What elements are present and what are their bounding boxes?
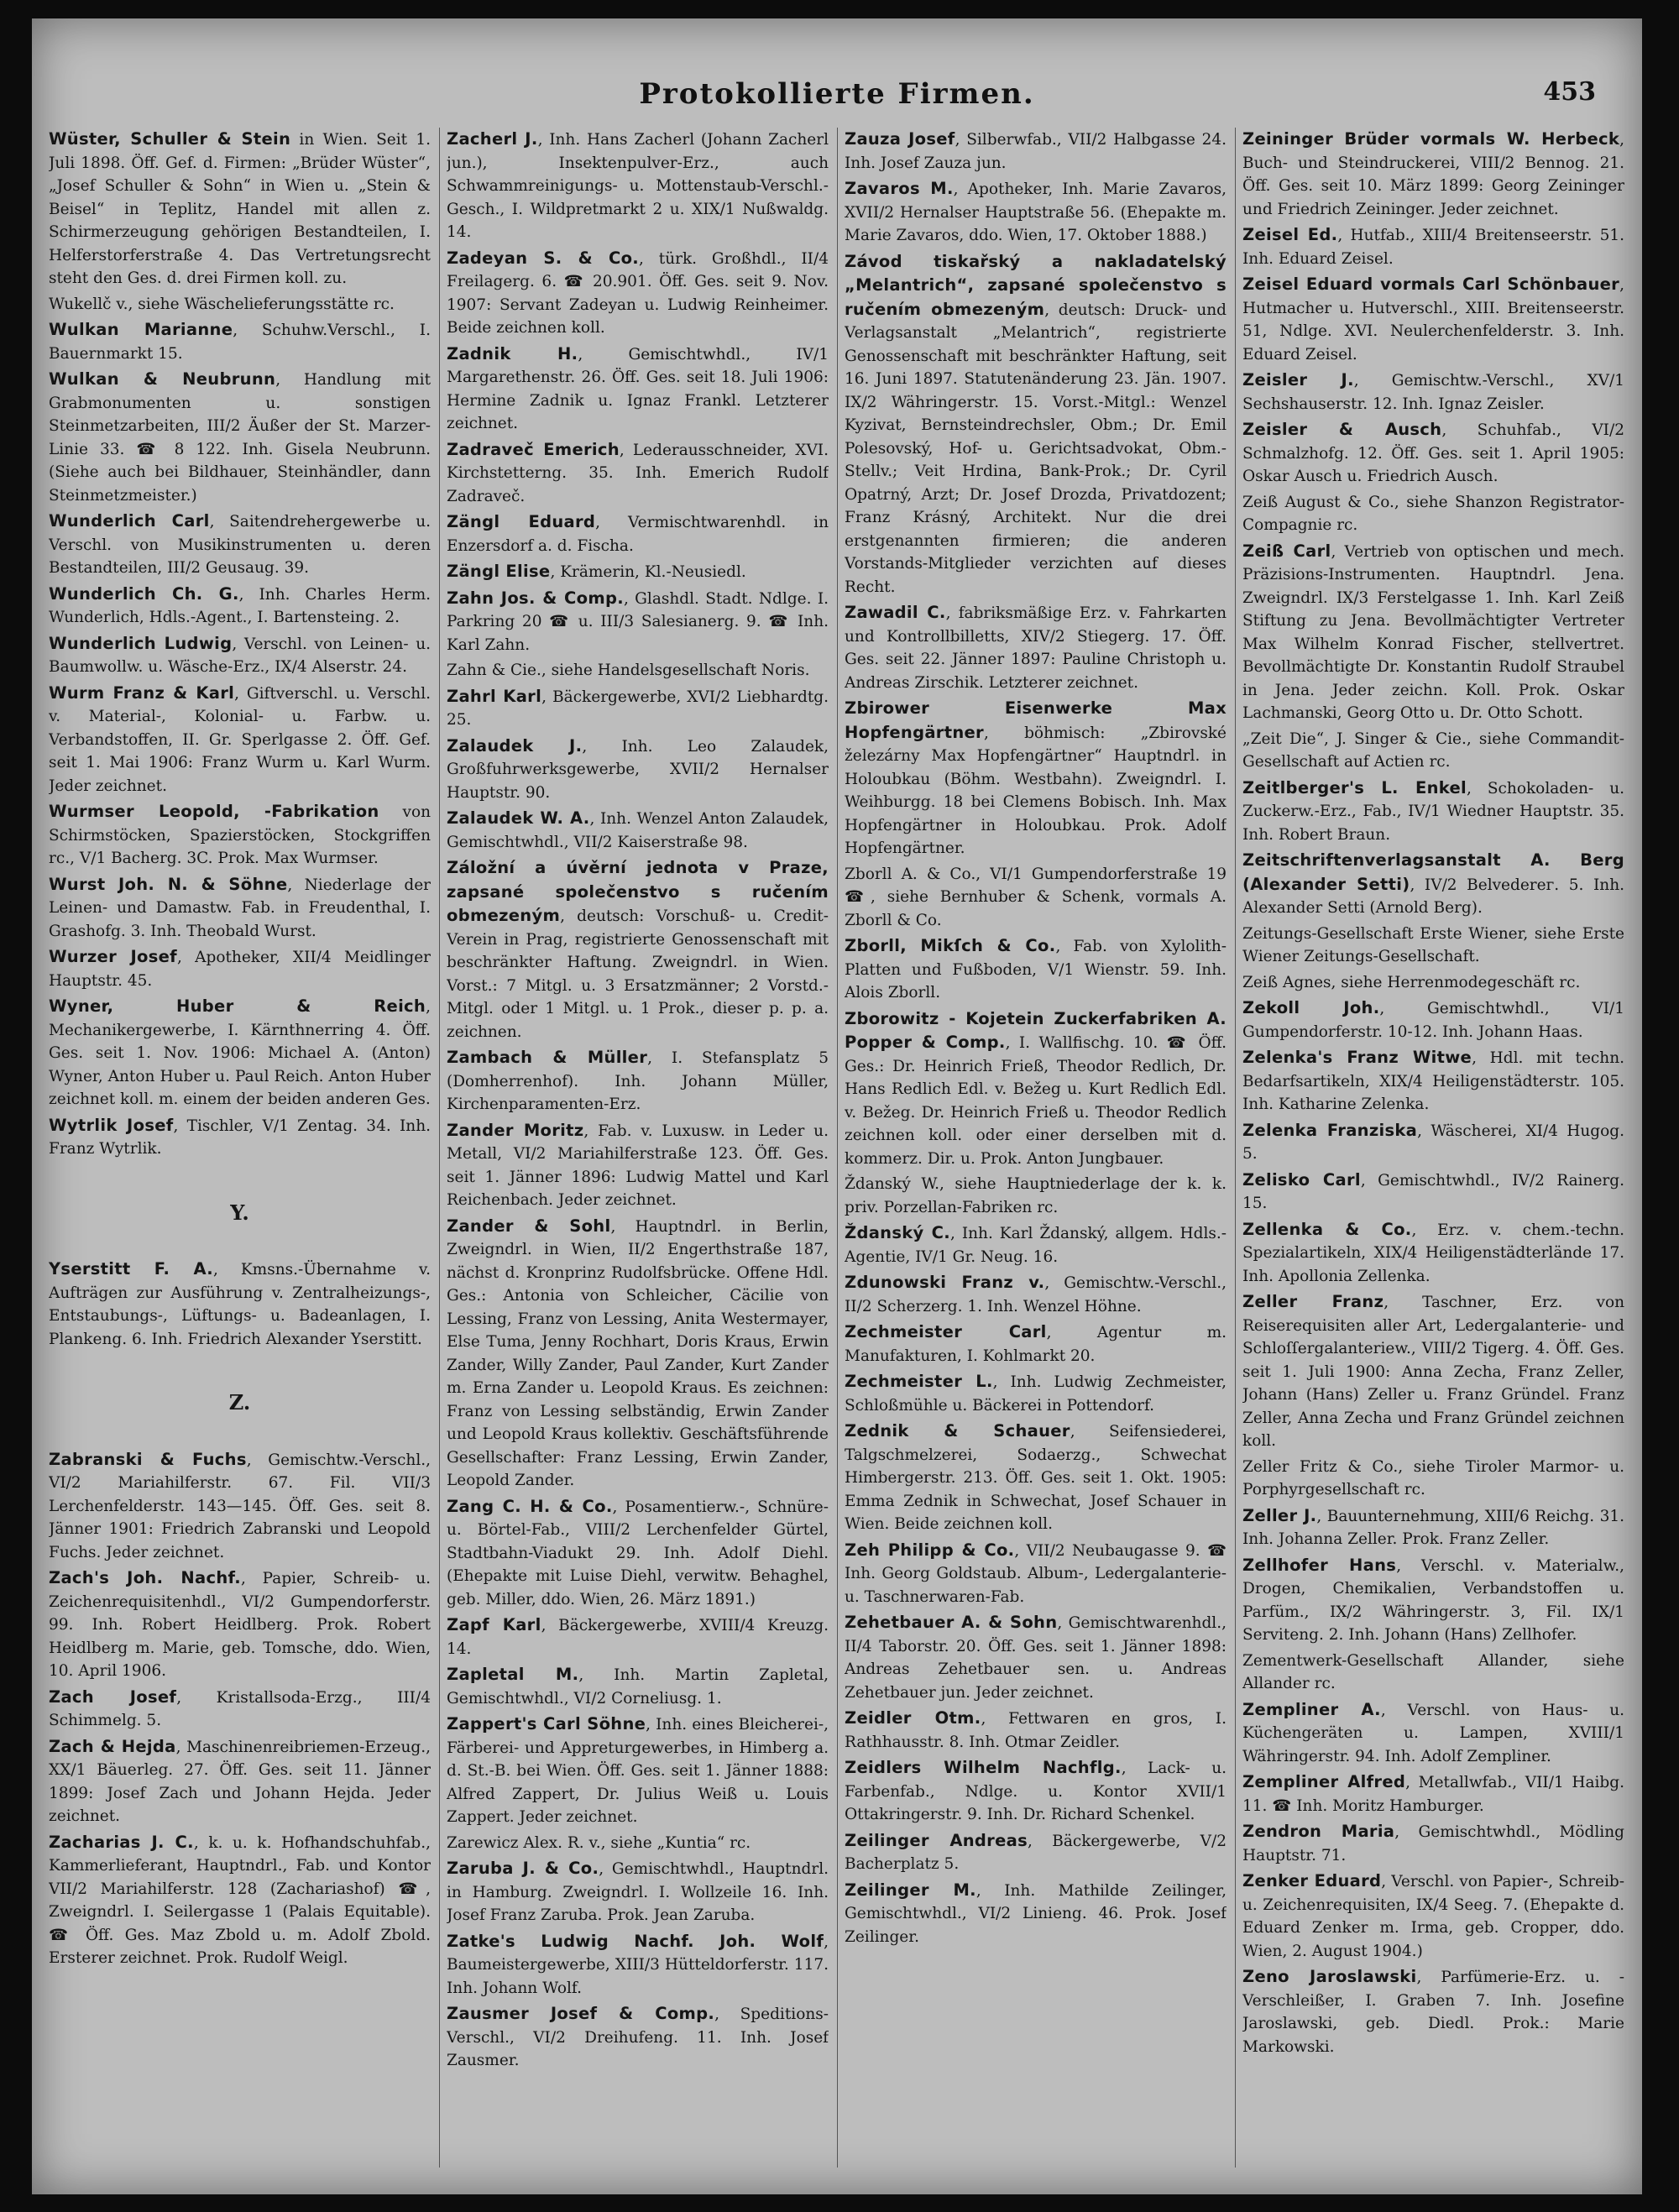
entry-details: , Verschl. von Haus- u. Küchengeräten u. Lampen, XVIII/1 Währingerstr. 94. Inh. Adolf Zempliner. bbox=[1242, 1701, 1624, 1765]
entry-details: , deutsch: Vorschuß- u. Credit-Verein in Prag, registrierte Genossenschaft mit beschränkter Haftung. Zweigndrl. in Wien. Vorst.: 7 Mitgl. u. 3 Ersatzmänner; 2 Vorstd.-Mitgl. oder 1 Mitgl. u. 1 Prok., dieser p. p. a. zeichnen. bbox=[447, 907, 829, 1041]
entry-details: Ždanský W., siehe Hauptniederlage der k. k. priv. Porzellan-Fabriken rc. bbox=[845, 1175, 1227, 1216]
section-letter: Y. bbox=[230, 1200, 249, 1225]
entry-details: , Hutmacher u. Hutverschl., XIII. Breitenseerstr. 51, Ndlge. XVI. Neulerchenfelderstr. 3. Inh. Eduard Zeisel. bbox=[1242, 276, 1624, 363]
firm-name: Wurm Franz & Karl bbox=[49, 682, 235, 703]
firm-name: Wunderlich Ludwig bbox=[49, 633, 233, 653]
directory-entry bbox=[845, 250, 1227, 599]
entry-details: , IV/2 Belvederег. 5. Inh. Alexander Setti (Arnold Berg). bbox=[1242, 876, 1624, 917]
directory-entry bbox=[447, 438, 829, 509]
column-divider bbox=[837, 128, 838, 2168]
directory-entry bbox=[1242, 223, 1624, 270]
directory-entry bbox=[845, 1611, 1227, 1704]
firm-name: Zach's Joh. Nachf. bbox=[49, 1568, 241, 1587]
entry-details: , Gemischtw.-Verschl., XV/1 Sechshauserstr. 12. Inh. Ignaz Zeisler. bbox=[1242, 372, 1624, 413]
entry-details: , Schuhfab., VI/2 Schmalzhofg. 12. Öff. Ges. seit 1. April 1905: Oskar Ausch u. Friedrich Ausch. bbox=[1242, 421, 1624, 485]
directory-entry bbox=[845, 934, 1227, 1005]
firm-name: Záložní a úvěrní jednota v Praze, zapsané společenstvo s ručením obmezeným bbox=[447, 858, 829, 925]
firm-name: Wurzer Josef bbox=[49, 947, 177, 966]
firm-name: Zeisler J. bbox=[1242, 370, 1354, 390]
firm-name: Zeininger Brüder vormals W. Herbeck bbox=[1242, 129, 1620, 149]
firm-name: Zander & Sohl bbox=[447, 1216, 611, 1236]
firm-name: Zausmer Josef & Comp. bbox=[447, 2004, 715, 2023]
directory-entry bbox=[49, 995, 431, 1111]
directory-entry bbox=[447, 856, 829, 1043]
firm-name: Zabranski & Fuchs bbox=[49, 1449, 247, 1469]
firm-name: Zappert's Carl Söhne bbox=[447, 1714, 646, 1734]
entry-details: , Inh. Ludwig Zechmeister, Schloßmühle u. Bäckerei in Pottendorf. bbox=[845, 1373, 1227, 1415]
entry-details: , Metallwfab., VII/1 Haibg. 11. ☎ Inh. Moritz Hamburger. bbox=[1242, 1774, 1624, 1815]
directory-entry bbox=[1242, 418, 1624, 489]
firm-name: Zeisel Ed. bbox=[1242, 225, 1338, 244]
page-number: 453 bbox=[1543, 77, 1596, 107]
firm-name: Zeidlers Wilhelm Nachflg. bbox=[845, 1758, 1122, 1777]
directory-entry bbox=[447, 735, 829, 805]
directory-entry bbox=[1242, 1820, 1624, 1867]
entry-details: , Vertrieb von optischen und mech. Präzisions-Instrumenten. Hauptndrl. Jena. Zweigndrl. IX/3 Ferstelgasse 1. Inh. Karl Zeiß Stiftung zu Jena. Bevollmächtigter Vertreter Max Wilhelm Konrad Fischer, stellvertret. Bevollmächtigte Dr. Konstantin Rudolf Straubel in Jena. Jeder zeichn. Koll. Prok. Oskar Lachmanski, Georg Otto u. Dr. Otto Schott. bbox=[1242, 542, 1624, 722]
firm-name: Zeiß Carl bbox=[1242, 541, 1331, 561]
entry-details: , Gemischtwhdl., Mödling Hauptstr. 71. bbox=[1242, 1823, 1624, 1864]
entry-details: , Kristallsoda-Erzg., III/4 Schimmelg. 5. bbox=[49, 1688, 431, 1729]
entry-details: , Wäscherei, XI/4 Hugog. 5. bbox=[1242, 1122, 1624, 1163]
directory-entry bbox=[447, 587, 829, 657]
entry-details: , k. u. k. Hofhandschuhfab., Kammerlieferant, Hauptndrl., Fab. und Kontor VII/2 Mariahilferstr. 128 (Zachariashof) ☎, Zweigndrl. I. Seilergasse 1 (Palais Equitable). ☎ Öff. Ges. Maz Zbold u. m. Adolf Zbold. Ersterer zeichnet. Prok. Rudolf Weigl. bbox=[49, 1833, 431, 1967]
directory-entry bbox=[49, 583, 431, 630]
firm-name: Zauza Josef bbox=[845, 129, 955, 149]
firm-name: Zenker Eduard bbox=[1242, 1871, 1382, 1890]
directory-entry bbox=[1242, 540, 1624, 725]
firm-name: Zeitlberger's L. Enkel bbox=[1242, 777, 1467, 797]
entry-details: , Gemischtwhdl., IV/1 Margarethenstr. 26. Öff. Ges. seit 18. Juli 1906: Hermine Zadnik u. Ignaz Frankl. Letzterer zeichnet. bbox=[447, 345, 829, 432]
firm-name: Zednik & Schauer bbox=[845, 1421, 1070, 1441]
firm-name: Wyner, Huber & Reich bbox=[49, 996, 426, 1016]
entry-details: Zborll A. & Co., VI/1 Gumpendorferstraße 19 ☎, siehe Bernhuber & Schenk, vormals A. Zborll & Co. bbox=[845, 865, 1227, 929]
directory-entry bbox=[1242, 1554, 1624, 1647]
firm-name: Zavaros M. bbox=[845, 179, 954, 198]
firm-name: Zawadil C. bbox=[845, 603, 946, 622]
entry-details: , Lederausschneider, XVI. Kirchstetterng. 35. Inh. Emerich Rudolf Zadraveč. bbox=[447, 441, 829, 505]
column-4 bbox=[1242, 128, 1624, 2176]
directory-entry bbox=[447, 1832, 829, 1855]
entry-details: , Papier, Schreib- u. Zeichenrequisitenhdl., VI/2 Gumpendorferstr. 99. Inh. Robert Heidlberg. Prok. Robert Heidlberg m. Marie, geb. Tomsche, ddo. Wien, 10. April 1906. bbox=[49, 1570, 431, 1680]
entry-details: , Seifensiederei, Talgschmelzerei, Sodaerzg., Schwechat Himbergerstr. 213. Öff. Ges. seit 1. Okt. 1905: Emma Zednik in Schwechat, Josef Schauer in Wien. Beide zeichnen koll. bbox=[845, 1423, 1227, 1533]
entry-details: , Inh. Karl Ždanský, allgem. Hdls.-Agentie, IV/1 Gr. Neug. 16. bbox=[845, 1225, 1227, 1266]
directory-entry bbox=[447, 1495, 829, 1612]
directory-entry bbox=[447, 1215, 829, 1493]
entry-details: Zarewicz Alex. R. v., siehe „Kuntia“ rc. bbox=[447, 1833, 751, 1852]
firm-name: Zelenka Franziska bbox=[1242, 1120, 1418, 1140]
firm-name: Zellhofer Hans bbox=[1242, 1555, 1397, 1575]
directory-entry bbox=[49, 1114, 431, 1161]
directory-entry bbox=[845, 1007, 1227, 1171]
entry-details: Zeller Fritz & Co., siehe Tiroler Marmor- u. Porphyrgesellschaft rc. bbox=[1242, 1457, 1624, 1498]
directory-entry bbox=[845, 1320, 1227, 1367]
firm-name: Zbirower Eisenwerke Max Hopfengärtner bbox=[845, 698, 1227, 742]
firm-name: Zatke's Ludwig Nachf. Joh. Wolf bbox=[447, 1931, 824, 1951]
firm-name: Zempliner Alfred bbox=[1242, 1772, 1406, 1791]
entry-details: , böhmisch: „Zbirovské železárny Max Hopfengärtner“ Hauptndrl. in Holoubkau (Böhm. Westbahn). Zweigndrl. I. Weihburgg. 18 bei Clemens Bobisch. Inh. Max Hopfengärtner in Holoubkau. Prok. Adolf Hopfengärtner. bbox=[845, 724, 1227, 857]
firm-name: Zeisler & Ausch bbox=[1242, 420, 1442, 439]
directory-entry bbox=[49, 945, 431, 992]
firm-name: Zelisko Carl bbox=[1242, 1169, 1361, 1190]
entry-details: , türk. Großhdl., II/4 Freilagerg. 6. ☎ 20.901. Öff. Ges. seit 9. Nov. 1907: Servant Zadeyan u. Ludwig Reinheimer. Beide zeichnen koll. bbox=[447, 249, 829, 337]
entry-details: , Inh. Wenzel Anton Zalaudek, Gemischtwhdl., VII/2 Kaiserstraße 98. bbox=[447, 810, 829, 851]
directory-entry bbox=[845, 1271, 1227, 1318]
entry-details: , Erz. v. chem.-techn. Spezialartikeln, XIX/4 Heiligenstädterlände 17. Inh. Apollonia Zellenka. bbox=[1242, 1221, 1624, 1285]
firm-name: Zapletal M. bbox=[447, 1665, 579, 1684]
directory-entry bbox=[447, 560, 829, 584]
entry-details: Zahn & Cie., siehe Handelsgesellschaft Noris. bbox=[447, 662, 810, 679]
directory-entry bbox=[845, 1756, 1227, 1827]
entry-details: , Fab. v. Luxusw. in Leder u. Metall, VI/2 Mariahilferstraße 123. Öff. Ges. seit 1. Jänner 1896: Ludwig Mattel und Karl Reichenbach. Jeder zeichnet. bbox=[447, 1122, 829, 1209]
directory-entry bbox=[1242, 996, 1624, 1043]
directory-entry bbox=[1242, 491, 1624, 537]
directory-entry bbox=[1242, 1698, 1624, 1769]
entry-details: , Maschinenreibriemen-Erzeug., XX/1 Bäuerleg. 27. Öff. Ges. seit 11. Jänner 1899: Josef Zach und Johann Hejda. Jeder zeichnet. bbox=[49, 1738, 431, 1825]
entry-details: Zeiß Agnes, siehe Herrenmodegeschäft rc. bbox=[1242, 973, 1581, 991]
directory-entry bbox=[1242, 923, 1624, 969]
directory-entry bbox=[447, 1930, 829, 2000]
firm-name: Zach Josef bbox=[49, 1686, 177, 1707]
firm-name: Zadeyan S. & Co. bbox=[447, 248, 639, 268]
firm-name: Wytrlik Josef bbox=[49, 1115, 174, 1135]
entry-details: , Hdl. mit techn. Bedarfsartikeln, XIX/4 Heiligenstädterstr. 105. Inh. Katharine Zelenka. bbox=[1242, 1049, 1624, 1113]
entry-details: , Gemischtw.-Verschl., II/2 Scherzerg. 1. Inh. Wenzel Höhne. bbox=[845, 1274, 1227, 1315]
entry-details: , Tischler, V/1 Zentag. 34. Inh. Franz Wytrlik. bbox=[49, 1116, 431, 1158]
firm-name: Zeilinger M. bbox=[845, 1880, 976, 1900]
directory-entry bbox=[447, 685, 829, 732]
firm-name: Zalaudek W. A. bbox=[447, 808, 590, 828]
directory-columns bbox=[49, 128, 1627, 2176]
directory-entry bbox=[845, 601, 1227, 694]
entry-details: Wukellč v., siehe Wäschelieferungsstätte rc. bbox=[49, 295, 395, 313]
document-page bbox=[32, 18, 1642, 2194]
entry-details: von Schirmstöcken, Spazierstöcken, Stockgriffen rc., V/1 Bacherg. 3C. Prok. Max Wurmser. bbox=[49, 803, 431, 867]
directory-entry bbox=[49, 1448, 431, 1565]
directory-entry bbox=[49, 1686, 431, 1733]
entry-details: Zeitungs-Gesellschaft Erste Wiener, siehe Erste Wiener Zeitungs-Gesellschaft. bbox=[1242, 924, 1624, 965]
directory-entry bbox=[1242, 1965, 1624, 2058]
firm-name: Wüster, Schuller & Stein bbox=[49, 129, 291, 149]
directory-entry bbox=[49, 128, 431, 290]
firm-name: Zeisel Eduard vormals Carl Schönbauer bbox=[1242, 275, 1620, 294]
entry-details: , Fettwaren en gros, I. Rathhausstr. 8. Inh. Otmar Zeidler. bbox=[845, 1710, 1227, 1751]
firm-name: Zechmeister Carl bbox=[845, 1322, 1047, 1341]
entry-details: , Hauptndrl. in Berlin, Zweigndrl. in Wien, II/2 Engerthstraße 187, nächst d. Kronprinz Rudolfsbrücke. Offene Hdl. Ges.: Antonia von Schleicher, Cäcilie von Lessing, Franz von Lessing, Anita Westermayer, Else Tuma, Jenny Rochhart, Doris Kraus, Erwin Zander, Willy Zander, Paul Zander, Kurt Zander m. Erna Zander u. Leopold Kraus. Es zeichnen: Franz von Lessing selbständig, Erwin Zander und Leopold Kraus kollektiv. Geschäftsführende Gesellschafter: Franz Lessing, Erwin Zander, Leopold Zander. bbox=[447, 1217, 829, 1489]
directory-entry bbox=[845, 863, 1227, 933]
entry-details: , fabriksmäßige Erz. v. Fahrkarten und Kontrollbilletts, XIV/2 Stiegerg. 17. Öff. Ges. seit 22. Jänner 1897: Pauline Christoph u. Andreas Zirschik. Letzterer zeichnet. bbox=[845, 604, 1227, 692]
entry-details: , Kmsns.-Übernahme v. Aufträgen zur Ausführung v. Zentralheizungs-, Entstaubungs-, Lüftungs- u. Badeanlagen, I. Plankeng. 6. Inh. Friedrich Alexander Yserstitt. bbox=[49, 1261, 431, 1348]
directory-entry bbox=[49, 318, 431, 365]
column-3 bbox=[845, 128, 1227, 2176]
entry-details: , Inh. eines Bleicherei-, Färberei- und Appreturgewerbes, in Himberg a. d. St.-B. bei Wien. Öff. Ges. seit 1. Jänner 1888: Alfred Zappert, Dr. Julius Weiß u. Louis Zappert. Jeder zeichnet. bbox=[447, 1716, 829, 1826]
directory-entry bbox=[447, 510, 829, 557]
entry-details: , Gemischtwhdl., Hauptndrl. in Hamburg. Zweigndrl. I. Wollzeile 16. Inh. Josef Franz Zaruba. Prok. Jean Zaruba. bbox=[447, 1860, 829, 1924]
directory-entry bbox=[49, 682, 431, 798]
directory-entry bbox=[1242, 1770, 1624, 1817]
firm-name: Zeidler Otm. bbox=[845, 1708, 981, 1728]
entry-details: , Schokoladen- u. Zuckerw.-Erz., Fab., IV/1 Wiedner Hauptstr. 35. Inh. Robert Braun. bbox=[1242, 779, 1624, 844]
entry-details: , Taschner, Erz. von Reiserequisiten aller Art, Ledergalanterie- und Schloſſergalanteriew., VIII/2 Tigerg. 4. Öff. Ges. seit 1. Juli 1900: Anna Zecha, Franz Zeller, Johann (Hans) Zeller u. Franz Gründel. Franz Zeller, Anna Zecha und Franz Gründel zeichnen koll. bbox=[1242, 1294, 1624, 1450]
directory-entry bbox=[49, 1258, 431, 1351]
entry-details: , Verschl. von Papier-, Schreib- u. Zeichenrequisiten, IX/4 Seeg. 7. (Ehepakte d. Eduard Zenker m. Irma, geb. Cropper, ddo. Wien, 2. August 1904.) bbox=[1242, 1873, 1624, 1960]
column-1 bbox=[49, 128, 431, 2176]
directory-entry bbox=[447, 1613, 829, 1660]
entry-details: , I. Wallfischg. 10. ☎ Öff. Ges.: Dr. Heinrich Frieß, Theodor Redlich, Dr. Hans Redlich Edl. v. Bežeg u. Kurt Redlich Edl. v. Bežeg. Dr. Heinrich Frieß u. Theodor Redlich zeichnen koll. oder einer derselben mit d. kommerz. Dir. u. Prok. Anton Jungbauer. bbox=[845, 1034, 1227, 1168]
firm-name: Zendron Maria bbox=[1242, 1822, 1395, 1841]
entry-details: , Mechanikergewerbe, I. Kärnthnerring 4. Öff. Ges. seit 1. Nov. 1906: Michael A. (Anton) Wyner, Anton Huber u. Paul Reich. Anton Huber zeichnet koll. m. einem der beiden anderen Ges. bbox=[49, 998, 431, 1108]
entry-details: , Bäckergewerbe, V/2 Bacherplatz 5. bbox=[845, 1832, 1227, 1873]
entry-details: , Silberwfab., VII/2 Halbgasse 24. Inh. Josef Zauza jun. bbox=[845, 131, 1227, 172]
directory-entry bbox=[845, 1539, 1227, 1609]
entry-details: , Apotheker, Inh. Marie Zavaros, XVII/2 Hernalser Hauptstraße 56. (Ehepakte m. Marie Zavaros, ddo. Wien, 17. Oktober 1888.) bbox=[845, 180, 1227, 244]
firm-name: Zach & Hejda bbox=[49, 1736, 176, 1756]
directory-entry bbox=[49, 800, 431, 871]
entry-details: , Krämerin, Kl.-Neusiedl. bbox=[550, 563, 746, 581]
firm-name: Zacherl J. bbox=[447, 129, 538, 149]
firm-name: Zechmeister L. bbox=[845, 1372, 993, 1391]
firm-name: Zadnik H. bbox=[447, 343, 578, 363]
entry-details: „Zeit Die“, J. Singer & Cie., siehe Commandit-Gesellschaft auf Actien rc. bbox=[1242, 729, 1624, 771]
directory-entry bbox=[1242, 849, 1624, 920]
firm-name: Závod tiskařský a nakladatelský „Melantrich“, zapsané společenstvo s ručením obmezeným bbox=[845, 251, 1227, 319]
directory-entry bbox=[447, 807, 829, 854]
directory-entry bbox=[1242, 1218, 1624, 1289]
entry-details: , Agentur m. Manufakturen, I. Kohlmarkt 20. bbox=[845, 1324, 1227, 1365]
entry-details: , Baumeistergewerbe, XIII/3 Hütteldorferstr. 117. Inh. Johann Wolf. bbox=[447, 1932, 829, 1997]
firm-name: Zeh Philipp & Co. bbox=[845, 1540, 1015, 1560]
firm-name: Zängl Elise bbox=[447, 562, 551, 581]
directory-entry bbox=[447, 2002, 829, 2073]
firm-name: Wurmser Leopold, -Fabrikation bbox=[49, 802, 379, 821]
firm-name: Zacharias J. C. bbox=[49, 1832, 194, 1852]
entry-details: , Glashdl. Stadt. Ndlge. I. Parkring 20 ☎ u. III/3 Salesianerg. 9. ☎ Inh. Karl Zahn. bbox=[447, 589, 829, 654]
firm-name: Zeller Franz bbox=[1242, 1292, 1384, 1311]
directory-entry bbox=[49, 510, 431, 580]
directory-entry bbox=[49, 1566, 431, 1683]
firm-name: Zehetbauer A. & Sohn bbox=[845, 1613, 1058, 1632]
entry-details: , Inh. Hans Zacherl (Johann Zacherl jun.), Insektenpulver-Erz., auch Schwammreinigungs- u. Mottenstaub-Verschl.-Gesch., I. Wildpretmarkt 2 u. XIX/1 Nußwaldg. 14. bbox=[447, 131, 829, 241]
directory-entry bbox=[447, 1663, 829, 1710]
entry-details: , Saitendrehergewerbe u. Verschl. von Musikinstrumenten u. deren Bestandteilen, III/2 Geusaug. 39. bbox=[49, 513, 431, 577]
directory-entry bbox=[1242, 971, 1624, 995]
firm-name: Wulkan & Neubrunn bbox=[49, 369, 276, 389]
directory-entry bbox=[1242, 728, 1624, 774]
directory-entry bbox=[1242, 1119, 1624, 1166]
page-header bbox=[32, 77, 1642, 128]
directory-entry bbox=[49, 632, 431, 679]
entry-details: , Posamentierw.-, Schnüre- u. Börtel-Fab., VIII/2 Lerchenfelder Gürtel, Stadtbahn-Viadukt 29. Inh. Adolf Diehl. (Ehepakte mit Luise Diehl, verwitw. Behaghel, geb. Miller, ddo. Wien, 26. März 1891.) bbox=[447, 1498, 829, 1608]
directory-entry bbox=[1242, 1290, 1624, 1453]
firm-name: Yserstitt F. A. bbox=[49, 1259, 213, 1279]
section-letter: Z. bbox=[228, 1390, 251, 1415]
firm-name: Zang C. H. & Co. bbox=[447, 1496, 613, 1516]
firm-name: Zahrl Karl bbox=[447, 686, 542, 706]
directory-entry bbox=[447, 343, 829, 436]
entry-details: , Bäckergewerbe, XVI/2 Liebhardtg. 25. bbox=[447, 688, 829, 729]
entry-details: , Gemischtwhdl., VI/1 Gumpendorferstr. 10-12. Inh. Johann Haas. bbox=[1242, 1000, 1624, 1041]
firm-name: Ždanský C. bbox=[845, 1223, 950, 1242]
firm-name: Zalaudek J. bbox=[447, 735, 583, 756]
directory-entry bbox=[447, 1046, 829, 1116]
directory-entry bbox=[1242, 777, 1624, 847]
directory-entry bbox=[1242, 1869, 1624, 1963]
directory-entry bbox=[49, 1831, 431, 1970]
entry-details: , VII/2 Neubaugasse 9. ☎ Inh. Georg Goldstaub. Album-, Ledergalanterie- u. Taschnerwaren-Fab. bbox=[845, 1541, 1227, 1606]
directory-entry bbox=[845, 1173, 1227, 1219]
directory-entry bbox=[1242, 1046, 1624, 1116]
firm-name: Zellenka & Co. bbox=[1242, 1219, 1412, 1239]
entry-details: , Verschl. von Leinen- u. Baumwollw. u. Wäsche-Erz., IX/4 Alserstr. 24. bbox=[49, 635, 431, 676]
directory-entry bbox=[447, 247, 829, 340]
entry-details: , Inh. Leo Zalaudek, Großfuhrwerksgewerbe, XVII/2 Hernalser Hauptstr. 90. bbox=[447, 737, 829, 802]
directory-entry bbox=[845, 1370, 1227, 1417]
directory-entry bbox=[845, 1420, 1227, 1536]
entry-details: , Speditions-Verschl., VI/2 Dreihufeng. 11. Inh. Josef Zausmer. bbox=[447, 2005, 829, 2069]
directory-entry bbox=[49, 873, 431, 944]
directory-entry bbox=[1242, 1169, 1624, 1216]
directory-entry bbox=[49, 1735, 431, 1828]
column-divider bbox=[1235, 128, 1236, 2168]
entry-details: , Inh. Charles Herm. Wunderlich, Hdls.-Agent., I. Bartensteing. 2. bbox=[49, 585, 431, 626]
firm-name: Wunderlich Carl bbox=[49, 511, 210, 531]
firm-name: Zadraveč Emerich bbox=[447, 439, 620, 459]
entry-details: Zementwerk-Gesellschaft Allander, siehe Allander rc. bbox=[1242, 1651, 1624, 1692]
directory-entry bbox=[49, 293, 431, 316]
entry-details: , Bauunternehmung, XIII/6 Reichg. 31. Inh. Johanna Zeller. Prok. Franz Zeller. bbox=[1242, 1507, 1624, 1548]
entry-details: , Niederlage der Leinen- und Damastw. Fab. in Freudenthal, I. Grashofg. 3. Inh. Theobald Wurst. bbox=[49, 876, 431, 940]
entry-details: , Parfümerie-Erz. u. -Verschleißer, I. Graben 7. Inh. Josefine Jaroslawski, geb. Diedl. Prok.: Marie Markowski. bbox=[1242, 1969, 1624, 2056]
entry-details: , Fab. von Xylolith-Platten und Fußboden, V/1 Wienstr. 59. Inh. Alois Zborll. bbox=[845, 938, 1227, 1001]
entry-details: , Gemischtw.-Verschl., VI/2 Mariahilferstr. 67. Fil. VII/3 Lerchenfelderstr. 143—145. Öff. Ges. seit 8. Jänner 1901: Friedrich Zabranski und Leopold Fuchs. Jeder zeichnet. bbox=[49, 1451, 431, 1561]
firm-name: Zängl Eduard bbox=[447, 512, 596, 531]
entry-details: , Giftverschl. u. Verschl. v. Material-, Kolonial- u. Farbw. u. Verbandstoffen, II. Gr. Sperlgasse 2. Öff. Gef. seit 1. Mai 1906: Franz Wurm u. Karl Wurm. Jeder zeichnet. bbox=[49, 684, 431, 795]
entry-details: , Inh. Martin Zapletal, Gemischtwhdl., VI/2 Corneliusg. 1. bbox=[447, 1666, 829, 1707]
entry-details: , Bäckergewerbe, XVIII/4 Kreuzg. 14. bbox=[447, 1617, 829, 1658]
entry-details: , Hutfab., XIII/4 Breitenseerstr. 51. Inh. Eduard Zeisel. bbox=[1242, 227, 1624, 268]
directory-entry bbox=[1242, 1456, 1624, 1502]
directory-entry bbox=[49, 368, 431, 507]
directory-entry bbox=[1242, 1650, 1624, 1696]
entry-details: , Verschl. v. Materialw., Drogen, Chemikalien, Verbandstoffen u. Parfüm., IX/2 Währingerstr. 3, Fil. IX/1 Servitеng. 2. Inh. Johann (Hans) Zellhofer. bbox=[1242, 1556, 1624, 1644]
entry-details: , I. Stefansplatz 5 (Domherrenhof). Inh. Johann Müller, Kirchenparamenten-Erz. bbox=[447, 1049, 829, 1113]
firm-name: Zdunowski Franz v. bbox=[845, 1273, 1045, 1292]
firm-name: Zander Moritz bbox=[447, 1120, 584, 1140]
directory-entry bbox=[447, 1713, 829, 1829]
directory-entry bbox=[845, 697, 1227, 860]
firm-name: Zeller J. bbox=[1242, 1505, 1317, 1525]
firm-name: Zeilinger Andreas bbox=[845, 1830, 1028, 1850]
entry-details: , Handlung mit Grabmonumenten u. sonstigen Steinmetzarbeiten, III/2 Äußer der St. Marzer-Linie 33. ☎ 8 122. Inh. Gisela Neubrunn. (Siehe auch bei Bildhauer, Steinhändler, dann Steinmetzmeister.) bbox=[49, 371, 431, 505]
firm-name: Zborll, Mikſch & Co. bbox=[845, 936, 1056, 955]
entry-details: , Buch- und Steindruckerei, VIII/2 Bennog. 21. Öff. Ges. seit 10. März 1899: Georg Zeininger und Friedrich Zeininger. Jeder zeichnet. bbox=[1242, 131, 1624, 218]
directory-entry bbox=[845, 1879, 1227, 1949]
entry-details: , Apotheker, XII/4 Meidlinger Hauptstr. 45. bbox=[49, 949, 431, 990]
column-divider bbox=[439, 128, 440, 2168]
directory-entry bbox=[447, 1119, 829, 1212]
directory-entry bbox=[845, 1829, 1227, 1876]
firm-name: Zempliner A. bbox=[1242, 1699, 1381, 1719]
entry-details: , Inh. Mathilde Zeilinger, Gemischtwhdl., VI/2 Linieng. 46. Prok. Josef Zeilinger. bbox=[845, 1881, 1227, 1946]
firm-name: Zahn Jos. & Comp. bbox=[447, 588, 624, 608]
entry-details: , deutsch: Druck- und Verlagsanstalt „Melantrich“, registrierte Genossenschaft mit beschränkter Haftung, seit 16. Juni 1897. Statutenänderung 23. Jän. 1907. IX/2 Währingerstr. 15. Vorst.-Mitgl.: Wenzel Kyzivat, Bernsteindrechsler, Obm.; Dr. Emil Polesovský, Hof- u. Gerichtsadvokat, Obm.-Stellv.; Veit Hrdina, Bank-Prok.; Dr. Cyril Opatrný, Arzt; Dr. Josef Drozda, Privatdozent; Franz Krásný, Architekt. Nur die drei erstgenannten firmieren; die anderen Vorstands-Mitglieder verzichten auf dieses Recht. bbox=[845, 301, 1227, 596]
directory-entry bbox=[845, 128, 1227, 175]
entry-details: , Schuhw.Verschl., I. Bauernmarkt 15. bbox=[49, 322, 431, 363]
entry-details: , Gemischtwhdl., IV/2 Rainerg. 15. bbox=[1242, 1171, 1624, 1212]
firm-name: Zelenka's Franz Witwe bbox=[1242, 1048, 1472, 1067]
directory-entry bbox=[447, 1857, 829, 1927]
entry-details: , Lack- u. Farbenfab., Ndlge. u. Kontor XVII/1 Ottakringerstr. 9. Inh. Dr. Richard Schenkel. bbox=[845, 1760, 1227, 1823]
entry-details: , Gemischtwarenhdl., II/4 Taborstr. 20. Öff. Ges. seit 1. Jänner 1898: Andreas Zehetbauer sen. u. Andreas Zehetbauer jun. Jeder zeichnet. bbox=[845, 1614, 1227, 1702]
entry-details: , Vermischtwarenhdl. in Enzersdorf a. d. Fischa. bbox=[447, 514, 829, 555]
directory-entry bbox=[845, 177, 1227, 248]
firm-name: Zambach & Müller bbox=[447, 1048, 648, 1067]
directory-entry bbox=[1242, 128, 1624, 221]
directory-entry bbox=[1242, 369, 1624, 416]
firm-name: Wulkan Marianne bbox=[49, 320, 233, 339]
firm-name: Wunderlich Ch. G. bbox=[49, 583, 239, 604]
directory-entry bbox=[447, 659, 829, 682]
firm-name: Zborowitz - Kojetein Zuckerfabriken A. Popper & Comp. bbox=[845, 1008, 1227, 1052]
firm-name: Zaruba J. & Co. bbox=[447, 1859, 599, 1878]
directory-entry bbox=[447, 128, 829, 244]
firm-name: Zekoll Joh. bbox=[1242, 998, 1380, 1017]
firm-name: Zapf Karl bbox=[447, 1615, 541, 1634]
directory-entry bbox=[845, 1221, 1227, 1268]
firm-name: Zeitschriftenverlagsanstalt A. Berg (Alexander Setti) bbox=[1242, 850, 1624, 894]
directory-entry bbox=[1242, 273, 1624, 366]
firm-name: Wurst Joh. N. & Söhne bbox=[49, 874, 288, 894]
directory-entry bbox=[845, 1707, 1227, 1754]
directory-entry bbox=[1242, 1504, 1624, 1551]
entry-details: in Wien. Seit 1. Juli 1898. Öff. Gef. d. Firmen: „Brüder Wüster“, „Josef Schuller & Sohn“ in Wien u. „Stein & Beisel“ in Teplitz, Handel mit allen z. Schirmerzeugung gehörigen Bestandteilen, I. Helferstorferstraße 4. Das Vertretungsrecht steht den Ges. d. drei Firmen koll. zu. bbox=[49, 131, 431, 287]
entry-details: Zeiß August & Co., siehe Shanzon Registrator-Compagnie rc. bbox=[1242, 493, 1624, 534]
firm-name: Zeno Jaroslawski bbox=[1242, 1967, 1417, 1986]
running-title: Protokollierte Firmen. bbox=[639, 77, 1035, 111]
column-2 bbox=[447, 128, 829, 2176]
